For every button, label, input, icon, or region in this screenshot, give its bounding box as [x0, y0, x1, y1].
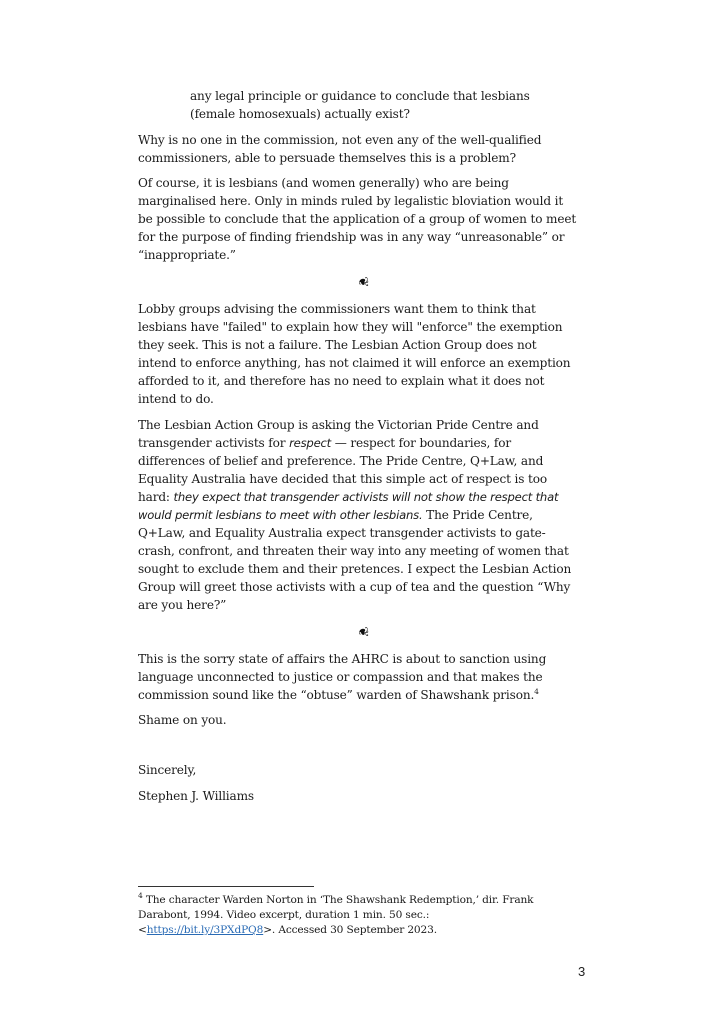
footnote-line: Darabont, 1994. Video excerpt, duration 1 min. 50 sec.:	[138, 909, 430, 921]
text-span: hard:	[138, 490, 174, 504]
closing-salutation	[138, 761, 590, 779]
text-line: intend to enforce anything, has not claimed it will enforce an exemption	[138, 356, 571, 370]
emphasis-text: they expect that transgender activists will not show the respect that	[173, 490, 559, 504]
text-span: The character Warden Norton in ‘The Shawshank Redemption,’ dir. Frank	[142, 894, 534, 906]
block-quote-continuation	[190, 87, 590, 123]
page-number: 3	[578, 964, 586, 979]
emphasis-respect: respect	[289, 436, 332, 450]
text-line: (female homosexuals) actually exist?	[190, 107, 410, 121]
text-line: Why is no one in the commission, not even any of the well-qualified	[138, 133, 542, 147]
text-line: language unconnected to justice or compassion and that makes the	[138, 670, 543, 684]
text-span: The Pride Centre,	[422, 508, 533, 522]
text-line	[138, 506, 590, 524]
text-line: for the purpose of finding friendship was in any way “unreasonable” or	[138, 230, 565, 244]
text-line: Group will greet those activists with a cup of tea and the question “Why	[138, 580, 571, 594]
paragraph-sorry-state	[138, 650, 590, 704]
text-line: Shame on you.	[138, 713, 227, 727]
text-line: sought to exclude them and their pretences. I expect the Lesbian Action	[138, 562, 572, 576]
footnote-line	[138, 893, 598, 908]
text-line: marginalised here. Only in minds ruled by legalistic bloviation would it	[138, 194, 564, 208]
paragraph-why-no-one	[138, 131, 590, 167]
text-span: commission sound like the “obtuse” warden of Shawshank prison.	[138, 688, 535, 702]
emphasis-text: would permit lesbians to meet with other lesbians.	[138, 508, 423, 522]
text-line: Lobby groups advising the commissioners want them to think that	[138, 302, 536, 316]
paragraph-lobby-groups	[138, 300, 590, 408]
floral-heart-icon: ❦	[355, 626, 370, 638]
paragraph-shame	[138, 711, 590, 729]
paragraph-respect	[138, 416, 590, 614]
text-line: Of course, it is lesbians (and women generally) who are being	[138, 176, 509, 190]
text-line	[138, 434, 590, 452]
paragraph-of-course	[138, 174, 590, 264]
text-line: are you here?”	[138, 598, 227, 612]
text-line: “inappropriate.”	[138, 248, 236, 262]
text-line: lesbians have "failed" to explain how they will "enforce" the exemption	[138, 320, 563, 334]
text-line: commissioners, able to persuade themselves this is a problem?	[138, 151, 516, 165]
text-line	[138, 488, 590, 506]
signature-name	[138, 787, 590, 805]
text-line: they seek. This is not a failure. The Lesbian Action Group does not	[138, 338, 537, 352]
text-span: — respect for boundaries, for	[331, 436, 512, 450]
footnote-separator	[138, 886, 314, 887]
footnote	[138, 893, 598, 938]
text-line: Stephen J. Williams	[138, 789, 254, 803]
footnote-link[interactable]: https://bit.ly/3PXdPQ8	[146, 924, 264, 936]
text-line: Q+Law, and Equality Australia expect transgender activists to gate-	[138, 526, 546, 540]
text-line	[138, 686, 590, 704]
text-span: >. Accessed 30 September 2023.	[263, 924, 437, 936]
text-line: intend to do.	[138, 392, 214, 406]
text-line: differences of belief and preference. The Pride Centre, Q+Law, and	[138, 454, 544, 468]
footnote-line	[138, 923, 598, 938]
text-span: transgender activists for	[138, 436, 290, 450]
floral-heart-icon: ❦	[355, 276, 370, 288]
footnote-reference[interactable]: 4	[534, 687, 539, 696]
text-line: The Lesbian Action Group is asking the Victorian Pride Centre and	[138, 418, 539, 432]
text-line: Equality Australia have decided that this simple act of respect is too	[138, 472, 548, 486]
text-line: Sincerely,	[138, 763, 197, 777]
text-line: any legal principle or guidance to conclude that lesbians	[190, 89, 530, 103]
text-line: afforded to it, and therefore has no need to explain what it does not	[138, 374, 545, 388]
text-line: This is the sorry state of affairs the AHRC is about to sanction using	[138, 652, 547, 666]
text-line: be possible to conclude that the application of a group of women to meet	[138, 212, 577, 226]
text-span: <	[138, 924, 147, 936]
text-line: crash, confront, and threaten their way into any meeting of women that	[138, 544, 569, 558]
footnote-number: 4	[138, 891, 143, 900]
